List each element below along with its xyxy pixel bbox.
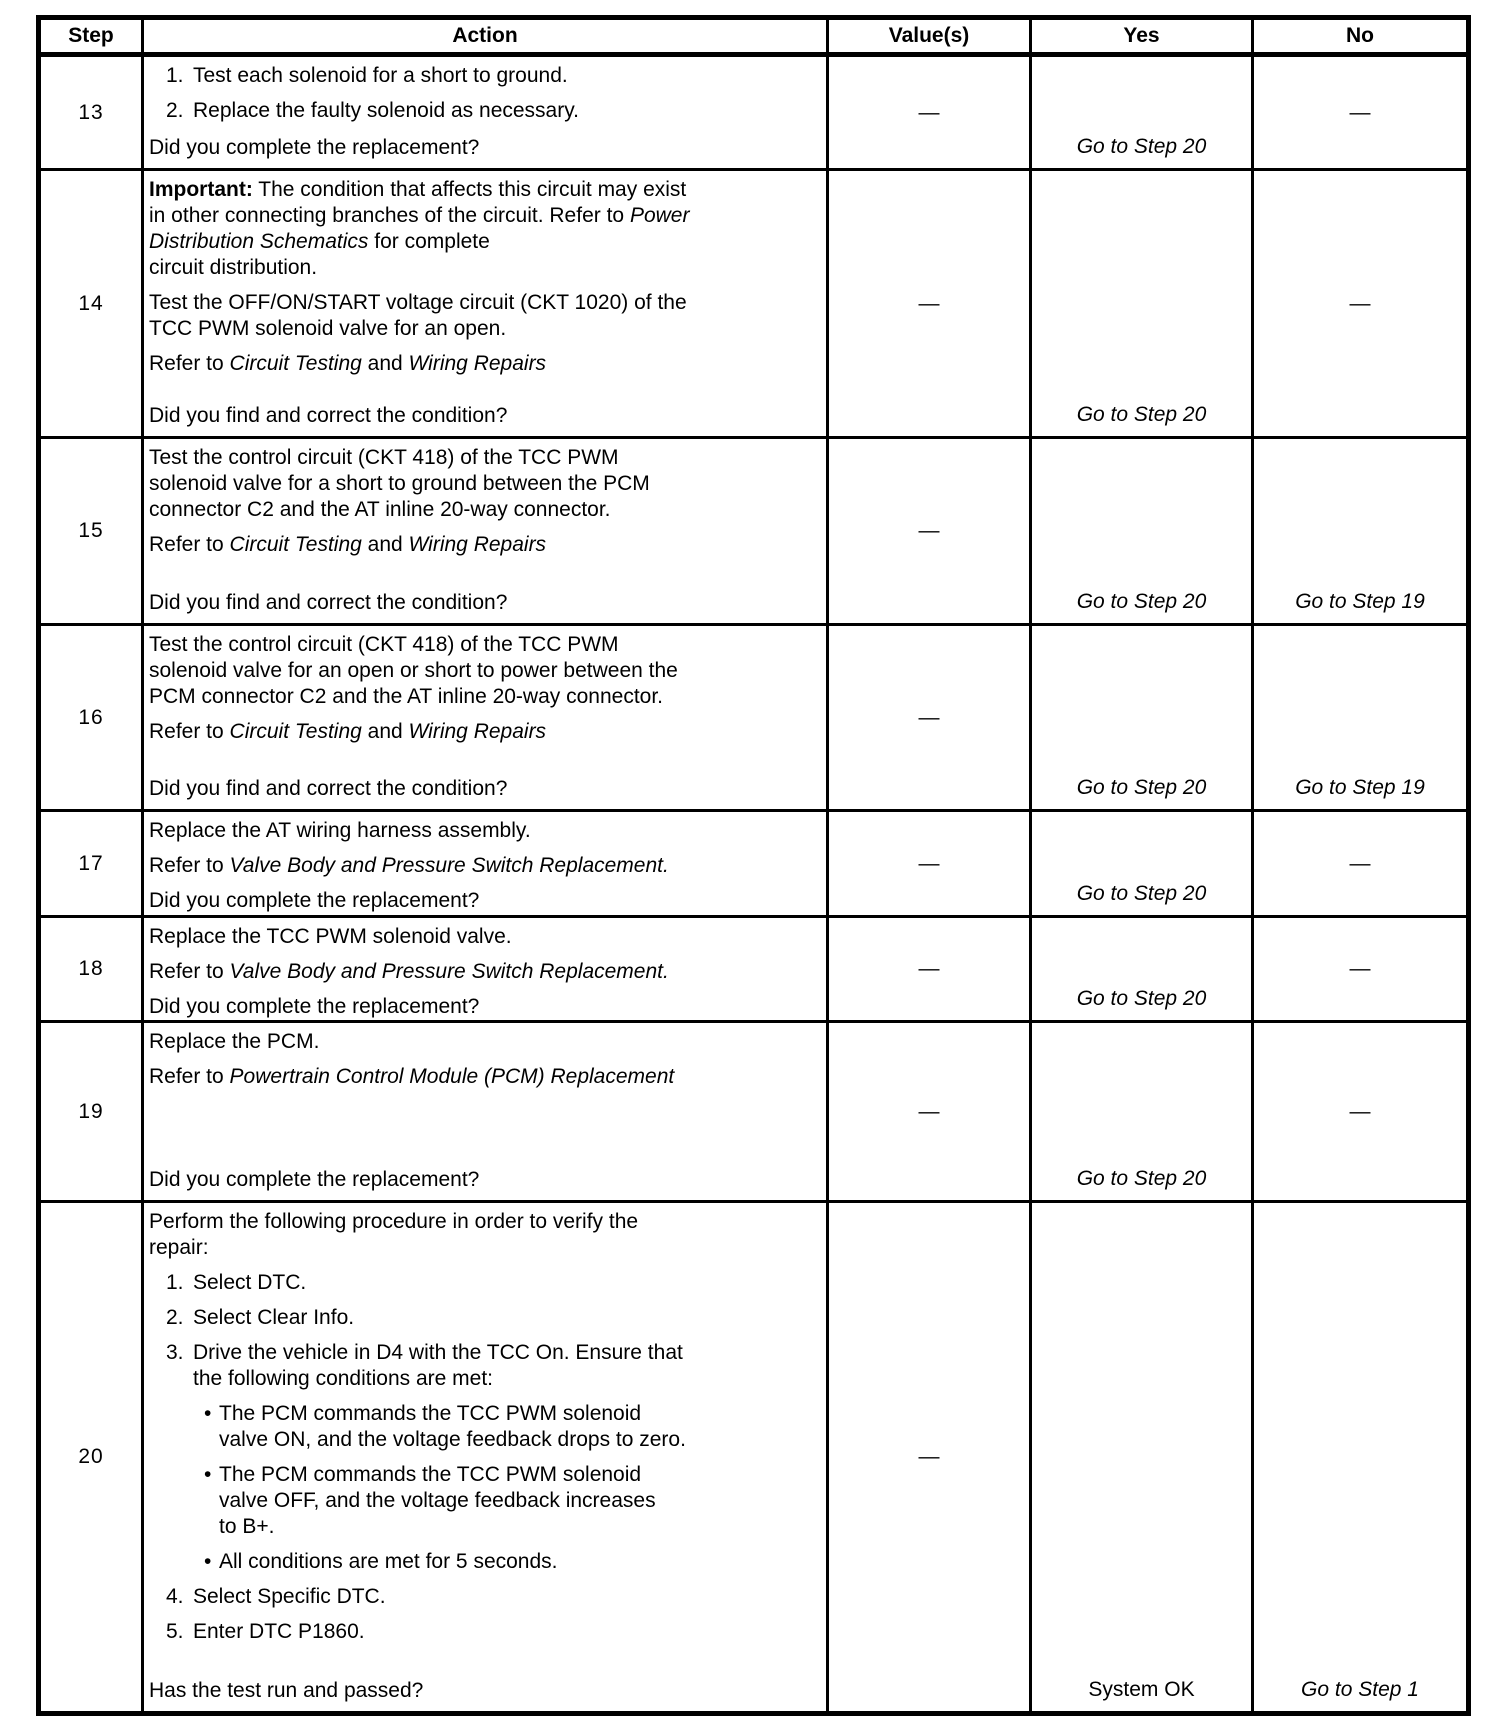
body-text: in other connecting branches of the circuit. Refer to bbox=[149, 204, 630, 227]
value-cell: — bbox=[828, 1022, 1031, 1202]
body-text: Replace the faulty solenoid as necessary. bbox=[193, 99, 579, 122]
bullet-item-text bbox=[219, 1401, 818, 1453]
body-text: PCM connector C2 and the AT inline 20-way connector. bbox=[149, 685, 664, 708]
table-row bbox=[39, 917, 1469, 1022]
body-text: and bbox=[361, 720, 409, 743]
action-paragraph bbox=[149, 351, 818, 377]
body-text: Test each solenoid for a short to ground. bbox=[193, 64, 568, 87]
action-content bbox=[144, 57, 826, 168]
body-text: TCC PWM solenoid valve for an open. bbox=[149, 317, 507, 340]
action-cell bbox=[143, 1202, 828, 1714]
yes-result-text: Go to Step 20 bbox=[1076, 882, 1207, 905]
body-text: Did you complete the replacement? bbox=[149, 889, 480, 912]
list-number: 2. bbox=[166, 1306, 184, 1329]
step-cell: 17 bbox=[39, 811, 143, 917]
body-text: to B+. bbox=[219, 1515, 275, 1538]
reference-text: Wiring Repairs bbox=[408, 352, 547, 375]
action-cell bbox=[143, 438, 828, 625]
table-row bbox=[39, 438, 1469, 625]
body-text: solenoid valve for a short to ground between the PCM bbox=[149, 472, 650, 495]
action-content bbox=[144, 812, 826, 915]
diagnostic-step-table bbox=[36, 15, 1471, 1716]
body-text: valve OFF, and the voltage feedback increases bbox=[219, 1489, 656, 1512]
list-item-text bbox=[193, 1270, 818, 1296]
action-question bbox=[149, 126, 818, 161]
header-action: Action bbox=[143, 18, 828, 55]
action-list-item bbox=[149, 1619, 818, 1645]
list-item-text bbox=[193, 1584, 818, 1610]
action-list-item bbox=[149, 98, 818, 124]
action-paragraph bbox=[149, 853, 818, 879]
action-content bbox=[144, 918, 826, 1020]
yes-result-text: Go to Step 20 bbox=[1076, 776, 1207, 799]
value-cell: — bbox=[828, 625, 1031, 811]
action-list-item bbox=[149, 63, 818, 89]
action-question bbox=[149, 879, 818, 914]
action-cell bbox=[143, 170, 828, 438]
body-text: Did you complete the replacement? bbox=[149, 136, 480, 159]
action-question bbox=[149, 767, 818, 802]
body-text: Drive the vehicle in D4 with the TCC On. Ensure that bbox=[193, 1341, 683, 1364]
yes-result-text: Go to Step 20 bbox=[1076, 1167, 1207, 1190]
body-text: Did you find and correct the condition? bbox=[149, 777, 508, 800]
action-cell bbox=[143, 625, 828, 811]
yes-cell bbox=[1031, 438, 1253, 625]
list-item-text bbox=[193, 1619, 818, 1645]
reference-text: Wiring Repairs bbox=[408, 720, 547, 743]
list-number: 4. bbox=[166, 1585, 184, 1608]
value-cell: — bbox=[828, 438, 1031, 625]
table-row bbox=[39, 170, 1469, 438]
list-item-text bbox=[193, 1340, 818, 1392]
action-list-item bbox=[149, 1305, 818, 1331]
bullet-icon: • bbox=[204, 1463, 212, 1486]
body-text: Did you find and correct the condition? bbox=[149, 404, 508, 427]
step-cell: 18 bbox=[39, 917, 143, 1022]
action-question bbox=[149, 1158, 818, 1193]
body-text: The condition that affects this circuit may exist bbox=[252, 178, 687, 201]
body-text: Refer to bbox=[149, 1065, 230, 1088]
list-item-text bbox=[193, 1305, 818, 1331]
table-row bbox=[39, 811, 1469, 917]
action-bullet-item bbox=[149, 1462, 818, 1540]
body-text: and bbox=[361, 533, 409, 556]
body-text: Refer to bbox=[149, 854, 230, 877]
list-item-text bbox=[193, 98, 818, 124]
yes-result-text: Go to Step 20 bbox=[1076, 403, 1207, 426]
body-text: Replace the TCC PWM solenoid valve. bbox=[149, 925, 512, 948]
list-number: 1. bbox=[166, 1271, 184, 1294]
header-no: No bbox=[1253, 18, 1469, 55]
action-question bbox=[149, 985, 818, 1020]
no-cell: — bbox=[1253, 1022, 1469, 1202]
action-cell bbox=[143, 55, 828, 170]
action-paragraph bbox=[149, 177, 818, 281]
action-list-item bbox=[149, 1270, 818, 1296]
action-paragraph bbox=[149, 719, 818, 745]
body-text: Select Specific DTC. bbox=[193, 1585, 386, 1608]
action-question bbox=[149, 581, 818, 616]
yes-cell bbox=[1031, 811, 1253, 917]
header-row bbox=[39, 18, 1469, 55]
action-content bbox=[144, 626, 826, 809]
action-paragraph bbox=[149, 1064, 818, 1090]
no-result-text: Go to Step 1 bbox=[1301, 1678, 1419, 1701]
action-paragraph bbox=[149, 1029, 818, 1055]
body-text: connector C2 and the AT inline 20-way connector. bbox=[149, 498, 611, 521]
header-values: Value(s) bbox=[828, 18, 1031, 55]
action-bullet-item bbox=[149, 1401, 818, 1453]
body-text: Refer to bbox=[149, 960, 230, 983]
action-paragraph bbox=[149, 532, 818, 558]
no-cell: — bbox=[1253, 811, 1469, 917]
body-text: Select DTC. bbox=[193, 1271, 307, 1294]
no-cell bbox=[1253, 438, 1469, 625]
body-text: Test the OFF/ON/START voltage circuit (CKT 1020) of the bbox=[149, 291, 687, 314]
action-paragraph bbox=[149, 290, 818, 342]
no-cell bbox=[1253, 625, 1469, 811]
table-row bbox=[39, 625, 1469, 811]
action-content bbox=[144, 1203, 826, 1711]
header-step: Step bbox=[39, 18, 143, 55]
bullet-item-text bbox=[219, 1462, 818, 1540]
value-cell: — bbox=[828, 811, 1031, 917]
yes-cell bbox=[1031, 1022, 1253, 1202]
step-cell: 13 bbox=[39, 55, 143, 170]
reference-text: Valve Body and Pressure Switch Replacement. bbox=[229, 854, 669, 877]
value-cell: — bbox=[828, 55, 1031, 170]
list-item-text bbox=[193, 63, 818, 89]
list-number: 3. bbox=[166, 1341, 184, 1364]
no-result-text: Go to Step 19 bbox=[1295, 776, 1425, 799]
no-result-text: Go to Step 19 bbox=[1295, 590, 1425, 613]
value-cell: — bbox=[828, 917, 1031, 1022]
header-yes: Yes bbox=[1031, 18, 1253, 55]
bullet-item-text bbox=[219, 1549, 818, 1575]
reference-text: Circuit Testing bbox=[229, 533, 362, 556]
step-cell: 19 bbox=[39, 1022, 143, 1202]
body-text: Refer to bbox=[149, 720, 230, 743]
reference-text: Wiring Repairs bbox=[408, 533, 547, 556]
action-list-item bbox=[149, 1340, 818, 1392]
body-text: Refer to bbox=[149, 533, 230, 556]
body-text: Perform the following procedure in order to verify the bbox=[149, 1210, 639, 1233]
value-cell: — bbox=[828, 1202, 1031, 1714]
body-text: All conditions are met for 5 seconds. bbox=[219, 1550, 558, 1573]
no-cell: — bbox=[1253, 55, 1469, 170]
list-number: 2. bbox=[166, 99, 184, 122]
yes-cell bbox=[1031, 917, 1253, 1022]
bullet-icon: • bbox=[204, 1402, 212, 1425]
body-text: The PCM commands the TCC PWM solenoid bbox=[219, 1463, 642, 1486]
body-text: Test the control circuit (CKT 418) of the TCC PWM bbox=[149, 633, 619, 656]
body-text: Did you complete the replacement? bbox=[149, 995, 480, 1018]
action-paragraph bbox=[149, 818, 818, 844]
body-text: Has the test run and passed? bbox=[149, 1679, 424, 1702]
action-question bbox=[149, 394, 818, 429]
body-text: Test the control circuit (CKT 418) of the TCC PWM bbox=[149, 446, 619, 469]
yes-cell bbox=[1031, 170, 1253, 438]
action-paragraph bbox=[149, 632, 818, 710]
reference-text: Circuit Testing bbox=[229, 720, 362, 743]
reference-text: Powertrain Control Module (PCM) Replacement bbox=[229, 1065, 675, 1088]
no-cell: — bbox=[1253, 917, 1469, 1022]
action-question bbox=[149, 1669, 818, 1704]
body-text: circuit distribution. bbox=[149, 256, 318, 279]
body-text: valve ON, and the voltage feedback drops to zero. bbox=[219, 1428, 686, 1451]
yes-cell bbox=[1031, 1202, 1253, 1714]
body-text: the following conditions are met: bbox=[193, 1367, 493, 1390]
action-paragraph bbox=[149, 959, 818, 985]
list-number: 1. bbox=[166, 64, 184, 87]
yes-result-text: System OK bbox=[1088, 1678, 1195, 1701]
body-text: Did you complete the replacement? bbox=[149, 1168, 480, 1191]
body-text: Enter DTC P1860. bbox=[193, 1620, 365, 1643]
body-text: and bbox=[361, 352, 409, 375]
reference-text: Circuit Testing bbox=[229, 352, 362, 375]
action-bullet-item bbox=[149, 1549, 818, 1575]
bullet-icon: • bbox=[204, 1550, 212, 1573]
no-cell: — bbox=[1253, 170, 1469, 438]
body-text: Replace the AT wiring harness assembly. bbox=[149, 819, 531, 842]
action-content bbox=[144, 171, 826, 436]
action-cell bbox=[143, 917, 828, 1022]
reference-text: Distribution Schematics bbox=[149, 230, 369, 253]
body-text: repair: bbox=[149, 1236, 209, 1259]
table-row bbox=[39, 55, 1469, 170]
action-list-item bbox=[149, 1584, 818, 1610]
action-content bbox=[144, 439, 826, 623]
action-paragraph bbox=[149, 445, 818, 523]
body-text: for complete bbox=[368, 230, 490, 253]
list-number: 5. bbox=[166, 1620, 184, 1643]
no-cell bbox=[1253, 1202, 1469, 1714]
yes-cell bbox=[1031, 55, 1253, 170]
body-text: Refer to bbox=[149, 352, 230, 375]
body-text: The PCM commands the TCC PWM solenoid bbox=[219, 1402, 642, 1425]
step-cell: 14 bbox=[39, 170, 143, 438]
value-cell: — bbox=[828, 170, 1031, 438]
important-label: Important: bbox=[149, 178, 253, 201]
action-paragraph bbox=[149, 1209, 818, 1261]
step-cell: 16 bbox=[39, 625, 143, 811]
step-cell: 20 bbox=[39, 1202, 143, 1714]
yes-cell bbox=[1031, 625, 1253, 811]
body-text: Select Clear Info. bbox=[193, 1306, 355, 1329]
table-row bbox=[39, 1022, 1469, 1202]
body-text: Did you find and correct the condition? bbox=[149, 591, 508, 614]
body-text: solenoid valve for an open or short to power between the bbox=[149, 659, 678, 682]
reference-text: Power bbox=[629, 204, 690, 227]
table-body bbox=[39, 55, 1469, 1714]
yes-result-text: Go to Step 20 bbox=[1076, 135, 1207, 158]
step-cell: 15 bbox=[39, 438, 143, 625]
action-content bbox=[144, 1023, 826, 1200]
action-cell bbox=[143, 811, 828, 917]
action-paragraph bbox=[149, 924, 818, 950]
reference-text: Valve Body and Pressure Switch Replacement. bbox=[229, 960, 669, 983]
body-text: Replace the PCM. bbox=[149, 1030, 320, 1053]
table-row bbox=[39, 1202, 1469, 1714]
action-cell bbox=[143, 1022, 828, 1202]
yes-result-text: Go to Step 20 bbox=[1076, 590, 1207, 613]
yes-result-text: Go to Step 20 bbox=[1076, 987, 1207, 1010]
